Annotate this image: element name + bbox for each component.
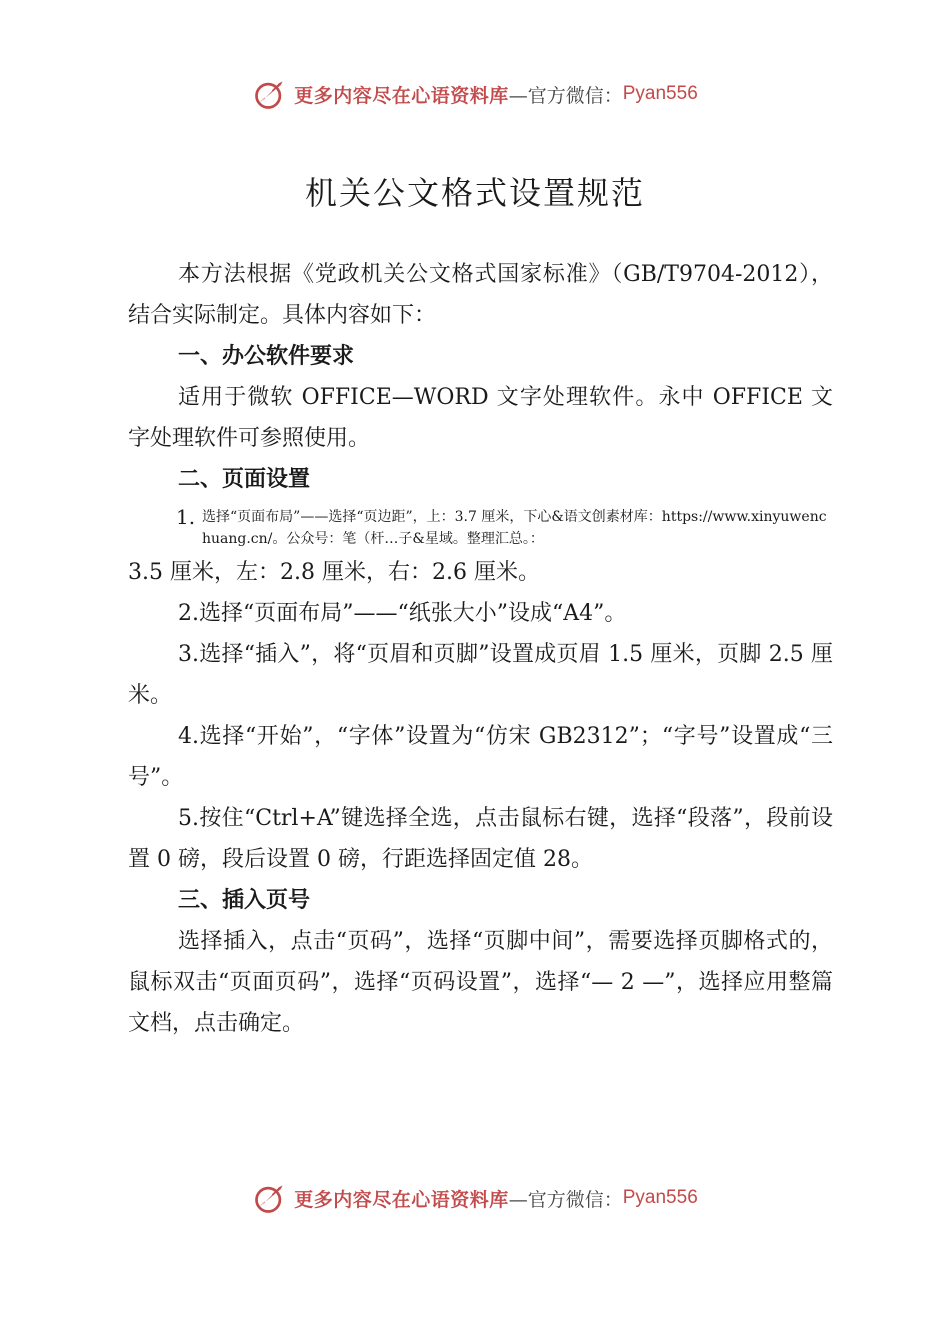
banner-wechat-label: —官方微信： (508, 1188, 623, 1211)
section-heading-page-setup: 二、页面设置 (178, 467, 311, 492)
banner-wechat-id: Pyan556 (622, 83, 698, 104)
banner-wechat-id: Pyan556 (622, 1187, 698, 1208)
quill-logo-icon (252, 1180, 288, 1216)
item-1-number: 1. (176, 505, 196, 529)
section-body-software: 适用于微软 OFFICE—WORD 文字处理软件。永中 OFFICE 文字处理软件可参照使用。 (128, 385, 833, 451)
page-setup-item-5: 5.按住“Ctrl+A”键选择全选，点击鼠标右键，选择“段落”，段前设置 0 磅，段后设置 0 磅，行距选择固定值 28。 (128, 806, 833, 872)
section-heading-software: 一、办公软件要求 (178, 344, 355, 369)
item-1-continued: 3.5 厘米，左：2.8 厘米，右：2.6 厘米。 (128, 560, 540, 585)
page-setup-item-4: 4.选择“开始”，“字体”设置为“仿宋 GB2312”；“字号”设置成“三号”。 (128, 724, 833, 790)
section-heading-page-number: 三、插入页号 (178, 888, 311, 913)
document-body (128, 254, 833, 1044)
intro-paragraph: 本方法根据《党政机关公文格式国家标准》（GB/T9704-2012），结合实际制定。具体内容如下： (128, 262, 833, 328)
page-setup-item-2: 2.选择“页面布局”——“纸张大小”设成“A4”。 (178, 601, 627, 626)
page-setup-item-3: 3.选择“插入”，将“页眉和页脚”设置成页眉 1.5 厘米，页脚 2.5 厘米。 (128, 642, 833, 708)
section-body-page-number: 选择插入，点击“页码”，选择“页脚中间”，需要选择页脚格式的，鼠标双击“页面页码”，选择“页码设置”，选择“— 2 —”，选择应用整篇文档，点击确定。 (128, 929, 833, 1036)
banner-wechat-label: —官方微信： (508, 84, 623, 107)
banner-brand-text: 更多内容尽在心语资料库 (294, 1188, 509, 1211)
banner-brand-text: 更多内容尽在心语资料库 (294, 84, 509, 107)
footer-banner (0, 1178, 950, 1218)
document-title: 机关公文格式设置规范 (304, 174, 645, 212)
page-setup-item-1 (128, 506, 833, 550)
header-banner (0, 74, 950, 114)
item-1-small-text: 选择“页面布局”——选择“页边距”，上：3.7 厘米，下心&语文创素材库：https://www.xinyuwenchuang.cn/。公众号：笔（杆…子&星域。整理汇总。： (202, 509, 827, 547)
quill-logo-icon (252, 76, 288, 112)
